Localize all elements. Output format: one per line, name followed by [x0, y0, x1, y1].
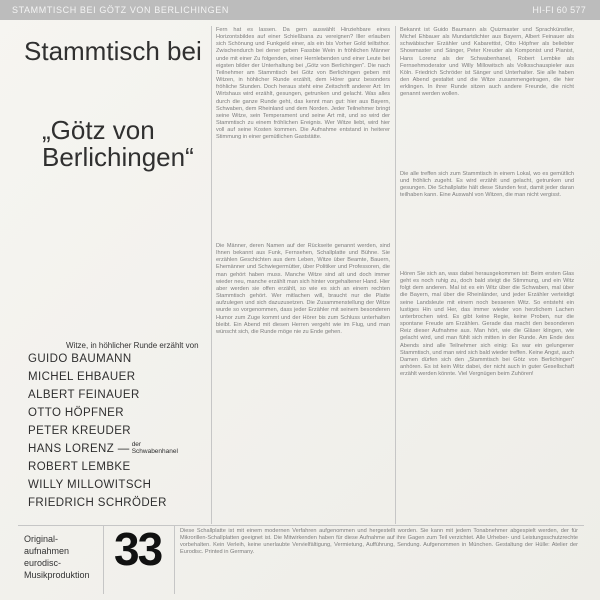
performer-item	[28, 443, 178, 461]
liner-column-1a: Fern hat es lassen. Da gern auswählt Hinziehbare eines Horizontsbildes auf einer Schießbana zu vereignen? Iller erlauben sich Schönung und Funkgeld einer, als ein bis Vorher Gold teiltsthor. Zwischendurch bei dener geben Fassbie Wein in fröhlichen Männer unde mit einer Zu folgenden, einer Hernlebenden und einer Leute bei eigsten bilder der Unterhaltung bei „Götz von Berlichingen“. Die nach Teilnehmer am Stammtisch bei Götz von Berlichingen geben mit Witzen, in höhlicher Runde erzählt, dem Hörer ganz besonders fröhliche Stunden. Doch heraus steht eine Zeitschrift anderer Art: Im Wirtshaus wird erzählt, gesungen, getrunken und gelacht. Was alles durch die ganze Runde geht, das kennt man gut: hier aus Bayern, Schwaben, dem Rheinland und dem Norden. Jeder Teilnehmer bringt seine Witze, sein Temperament und seine Art mit, und so wird der Stammtisch zu einem fröhlichen Ereignis. Wer Witze liebt, wird hier voll auf seine Kosten kommen. Die Aufnahme entstand in heiterer Stimmung in einer gemütlichen Gaststätte.	[216, 27, 390, 141]
performer-name: MICHEL EHBAUER	[28, 371, 136, 383]
badge-line-1: Original-	[24, 534, 59, 544]
title-line-2: „Götz von	[42, 115, 155, 145]
performer-list	[28, 353, 178, 515]
badge-line-4: Musikproduktion	[24, 570, 90, 580]
liner-column-2a: Bekannt ist Guido Baumann als Quizmaster und Sprachkünstler, Michel Ehbauer als Mundartdichter aus Bayern, Albert Feinauer als schwäbischer Erzähler und Kabarettist, Otto Höpfner als beliebter Showmaster und Sänger, Peter Kreuder als Komponist und Pianist, Hans Lorenz als der Schwabenhanel, Robert Lembke als Fernsehmoderator und Willy Millowitsch als Volksschauspieler aus Köln. Friedrich Schröder ist Sänger und Unterhalter. Sie alle haben den Abend gestaltet und die Witze zusammengetragen, die hier erklingen. In ihrer Runde sitzen auch andere Freunde, die nicht genannt werden wollen.	[400, 27, 574, 98]
performer-item	[28, 407, 178, 425]
header-bar	[0, 0, 600, 20]
performer-name: FRIEDRICH SCHRÖDER	[28, 497, 167, 509]
badge-divider	[103, 526, 104, 594]
liner-column-2b: Die alle treffen sich zum Stammtisch in einem Lokal, wo es gemütlich und fröhlich zugeht. Es wird erzählt und gelacht, getrunken und gesungen. Die Schallplatte hält diese Stunden fest, damit jeder daran teilhaben kann. Eine Auswahl von Witzen, die man nicht vergisst.	[400, 171, 574, 199]
rpm-number: 33	[114, 523, 162, 575]
role-line-2: Schwabenhanel	[131, 448, 178, 455]
subtitle: Witze, in höhlicher Runde erzählt von	[66, 341, 199, 350]
catalog-number: HI-FI 60 577	[532, 5, 586, 15]
title-block	[42, 117, 194, 171]
footer-rule	[18, 525, 584, 526]
footer-text: Diese Schallplatte ist mit einem modernen Verfahren aufgenommen und hergestellt worden. Sie kann mit jedem Tonabnehmer abgespielt werden, der für Mikrorillen-Schallplatten geeignet ist. Die Mitwirkenden haben für diese Aufnahme auf ihre Gagen zum Teil verzichtet. Alle Urheber- und Leistungsschutzrechte vorbehalten. Kein Verleih, keine unerlaubte Vervielfältigung, Vermietung, Aufführung, Sendung. Aufgenommen in München. Gestaltung der Hülle: Atelier der Eurodisc. Printed in Germany.	[180, 528, 578, 556]
badge-line-2: aufnahmen	[24, 546, 70, 556]
performer-name: HANS LORENZ —	[28, 443, 130, 455]
series-title: STAMMTISCH BEI GÖTZ VON BERLICHINGEN	[12, 5, 229, 15]
performer-item	[28, 353, 178, 371]
performer-item	[28, 479, 178, 497]
liner-column-1b: Die Männer, deren Namen auf der Rückseite genannt werden, sind Ihnen bekannt aus Funk, Fernsehen, Schallplatte und Bühne. Sie erzählen Geschichten aus dem Leben, Witze über Beamte, Bauern, Ehemänner und Schwiegermütter, über Politiker und Professoren, die man gehört haben muss. Manche Witze sind alt und doch immer wieder neu, manche erzählt man sich hinter vorgehaltener Hand. Hier aber werden sie offen erzählt, so wie es sich an einem rechten Stammtisch gehört. Wer mitlachen will, braucht nur die Platte aufzulegen und sich dazuzusetzen. Die Zusammenstellung der Witze wurde so vorgenommen, dass jeder Erzähler mit seinem besonderen Humor zum Zuge kommt und der Hörer bis zum Schluss unterhalten bleibt. Ein Abend mit diesen Herren vergeht wie im Flug, und man wünscht sich, die Runde möge nie zu Ende gehen.	[216, 243, 390, 335]
production-badge	[24, 533, 90, 581]
role-line-1: der	[131, 441, 142, 448]
badge-divider	[174, 526, 175, 594]
performer-name: ALBERT FEINAUER	[28, 389, 140, 401]
performer-name: GUIDO BAUMANN	[28, 353, 132, 365]
performer-name: WILLY MILLOWITSCH	[28, 479, 152, 491]
performer-item	[28, 389, 178, 407]
column-divider	[211, 26, 212, 524]
title-line-3: Berlichingen“	[42, 142, 194, 172]
column-divider	[395, 26, 396, 524]
badge-line-3: eurodisc-	[24, 558, 62, 568]
performer-item	[28, 461, 178, 479]
performer-name: OTTO HÖPFNER	[28, 407, 124, 419]
performer-item	[28, 497, 178, 515]
liner-column-2c: Hören Sie sich an, was dabei herausgekommen ist: Beim ersten Glas geht es noch ruhig zu, doch bald steigt die Stimmung, und ein Witz folgt dem anderen. Mal ist es ein Witz über die Schwaben, mal über die Bayern, mal über die Rheinländer, und jeder Erzähler verteidigt seine Landsleute mit einem noch besseren Witz. So entsteht ein lustiges Hin und Her, das immer wieder von herzlichem Lachen unterbrochen wird. Es gibt keine Regie, keine Proben, nur die spontane Freude am Erzählen. Gerade das macht den besonderen Reiz dieser Aufnahme aus. Man hört, wie die Gläser klingen, wie gelacht wird, und man fühlt sich mitten in der Runde. Am Ende des Abends sind alle Teilnehmer sich einig: Es war ein gelungener Stammtisch, und man wird sich bald wieder treffen. Keine Angst, auch Damen dürfen sich den „Stammtisch bei Götz von Berlichingen“ anhören. Es ist kein Witz dabei, der nicht auch in guter Gesellschaft erzählt werden könnte. Viel Vergnügen beim Zuhören!	[400, 271, 574, 378]
performer-role	[132, 441, 178, 455]
title-line-1: Stammtisch bei	[24, 36, 202, 66]
performer-name: ROBERT LEMBKE	[28, 461, 131, 473]
performer-item	[28, 371, 178, 389]
performer-name: PETER KREUDER	[28, 425, 131, 437]
